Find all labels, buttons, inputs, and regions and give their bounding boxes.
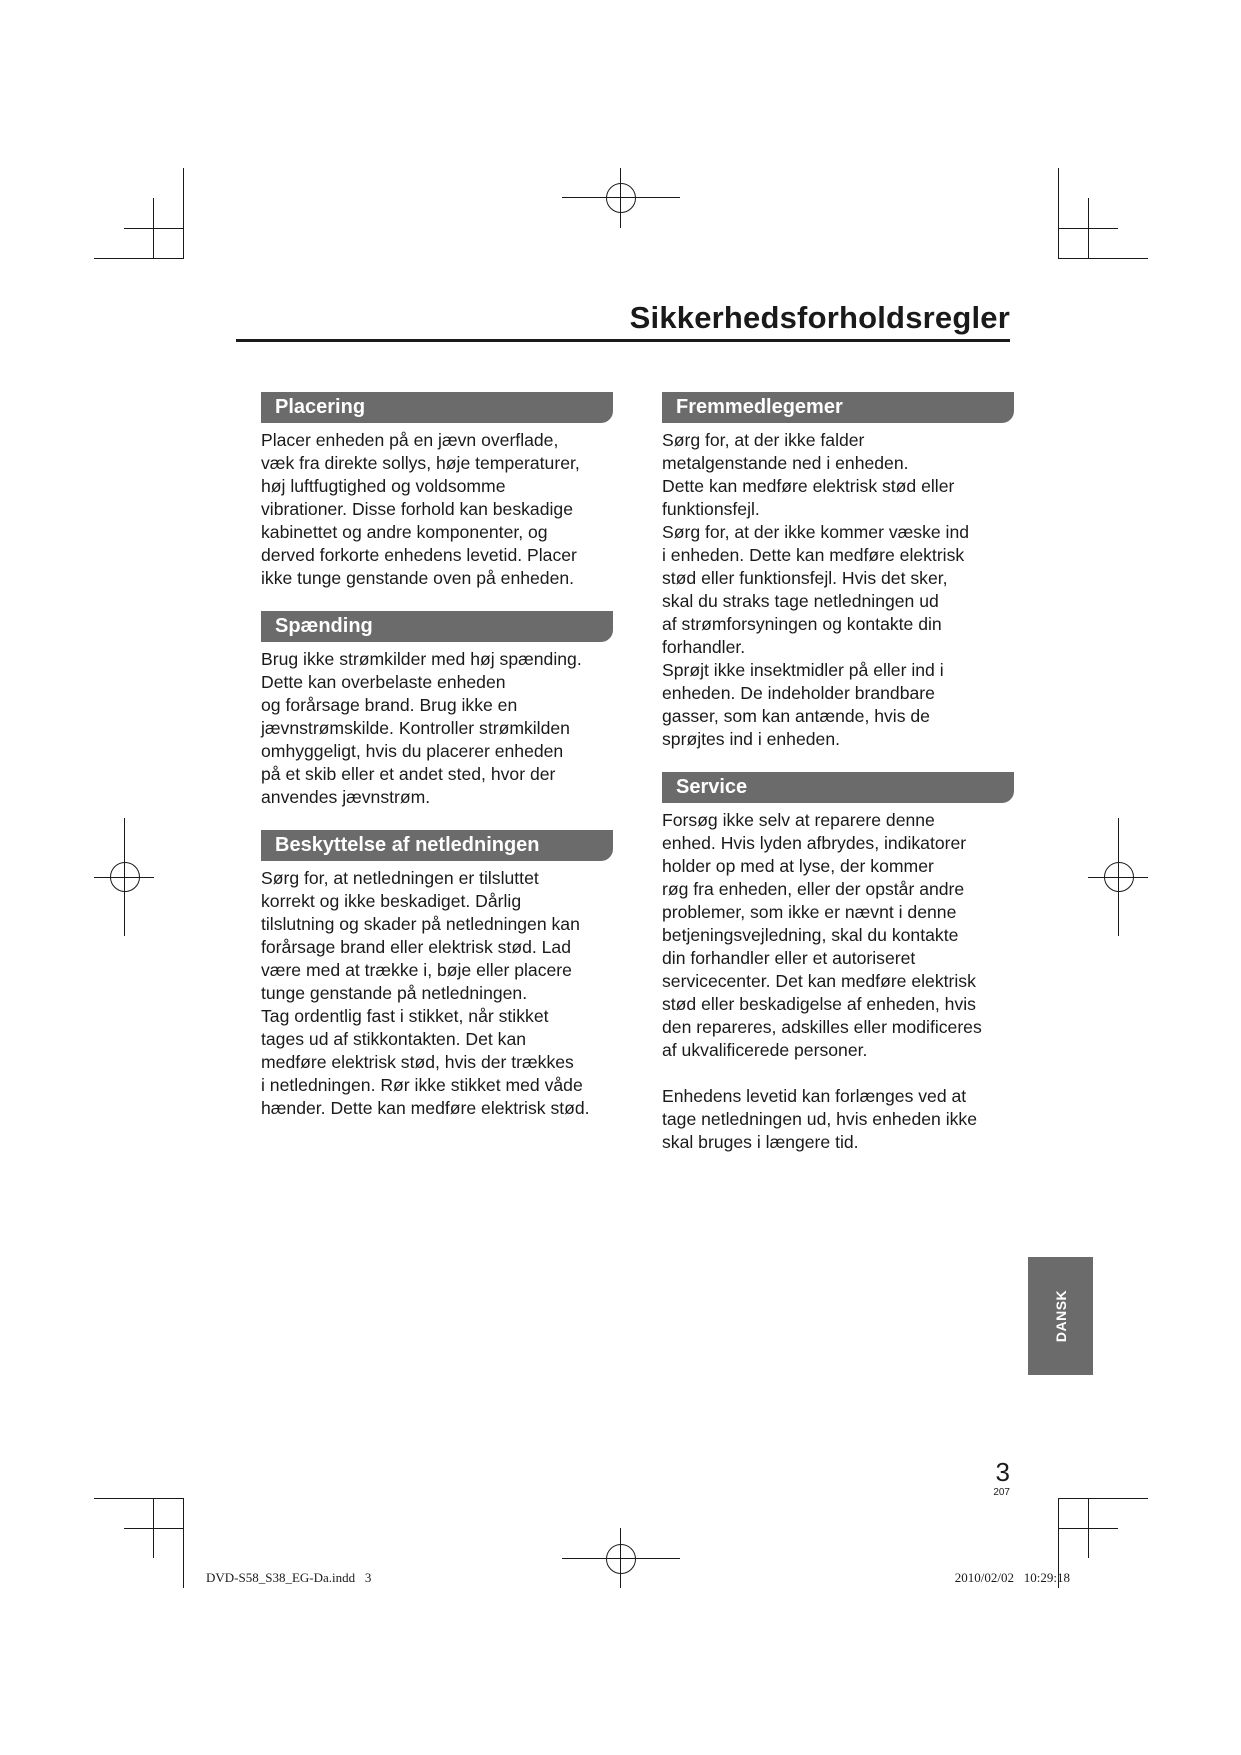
- section-body: Sørg for, at netledningen er tilsluttet korrekt og ikke beskadiget. Dårlig tilslutning og skader på netledningen kan forårsage brand eller elektrisk stød. Lad være med at trække i, bøje eller placere tunge genstande på netledningen. Tag ordentlig fast i stikket, når stikket tages ud af stikkontakten. Det kan medføre elektrisk stød, hvis der trækkes i netledningen. Rør ikke stikket med våde hænder. Dette kan medføre elektrisk stød.: [261, 868, 590, 1118]
- section-beskyttelse: [261, 830, 613, 1120]
- section-heading: Spænding: [261, 611, 613, 642]
- section-body: Sørg for, at der ikke falder metalgenstande ned i enheden. Dette kan medføre elektrisk stød eller funktionsfejl. Sørg for, at der ikke kommer væske ind i enheden. Dette kan medføre elektrisk stød eller funktionsfejl. Hvis det sker, skal du straks tage netledningen ud af strømforsyningen og kontakte din forhandler. Sprøjt ikke insektmidler på eller ind i enheden. De indeholder brandbare gasser, som kan antænde, hvis de sprøjtes ind i enheden.: [662, 430, 970, 749]
- footer-file: DVD-S58_S38_EG-Da.indd 3: [206, 1570, 372, 1585]
- section-heading: Fremmedlegemer: [662, 392, 1014, 423]
- section-body: Forsøg ikke selv at reparere denne enhed. Hvis lyden afbrydes, indikatorer holder op med at lyse, der kommer røg fra enheden, eller der opstår andre problemer, som ikke er nævnt i denne betjeningsvejledning, skal du kontakte din forhandler eller et autoriseret servicecenter. Det kan medføre elektrisk stød eller beskadigelse af enheden, hvis den repareres, adskilles eller modificeres af ukvalificerede personer. Enhedens levetid kan forlænges ved at tage netledningen ud, hvis enheden ikke skal bruges i længere tid.: [662, 810, 982, 1152]
- footer-timestamp: 2010/02/02 10:29:18: [954, 1570, 1070, 1585]
- section-body: Brug ikke strømkilder med høj spænding. Dette kan overbelaste enheden og forårsage brand. Brug ikke en jævnstrømskilde. Kontroller strømkilden omhyggeligt, hvis du placerer enheden på et skib eller et andet sted, hvor der anvendes jævnstrøm.: [261, 649, 582, 807]
- title-rule: [236, 339, 1010, 342]
- section-heading: Beskyttelse af netledningen: [261, 830, 613, 861]
- section-body: Placer enheden på en jævn overflade, væk fra direkte sollys, høje temperaturer, høj luftfugtighed og voldsomme vibrationer. Disse forhold kan beskadige kabinettet og andre komponenter, og derved forkorte enhedens levetid. Placer ikke tunge genstande oven på enheden.: [261, 430, 580, 588]
- section-fremmedlegemer: [662, 392, 1014, 751]
- left-column: [261, 392, 613, 1141]
- section-spaending: [261, 611, 613, 809]
- page-sub-number: 207: [993, 1487, 1010, 1498]
- section-placering: [261, 392, 613, 590]
- right-column: [662, 392, 1014, 1175]
- page-title: Sikkerhedsforholdsregler: [629, 300, 1010, 335]
- language-tab-label: DANSK: [1052, 1289, 1069, 1343]
- section-service: [662, 772, 1014, 1154]
- section-heading: Placering: [261, 392, 613, 423]
- language-tab: [1028, 1257, 1093, 1375]
- section-heading: Service: [662, 772, 1014, 803]
- page-number: 3: [995, 1457, 1010, 1487]
